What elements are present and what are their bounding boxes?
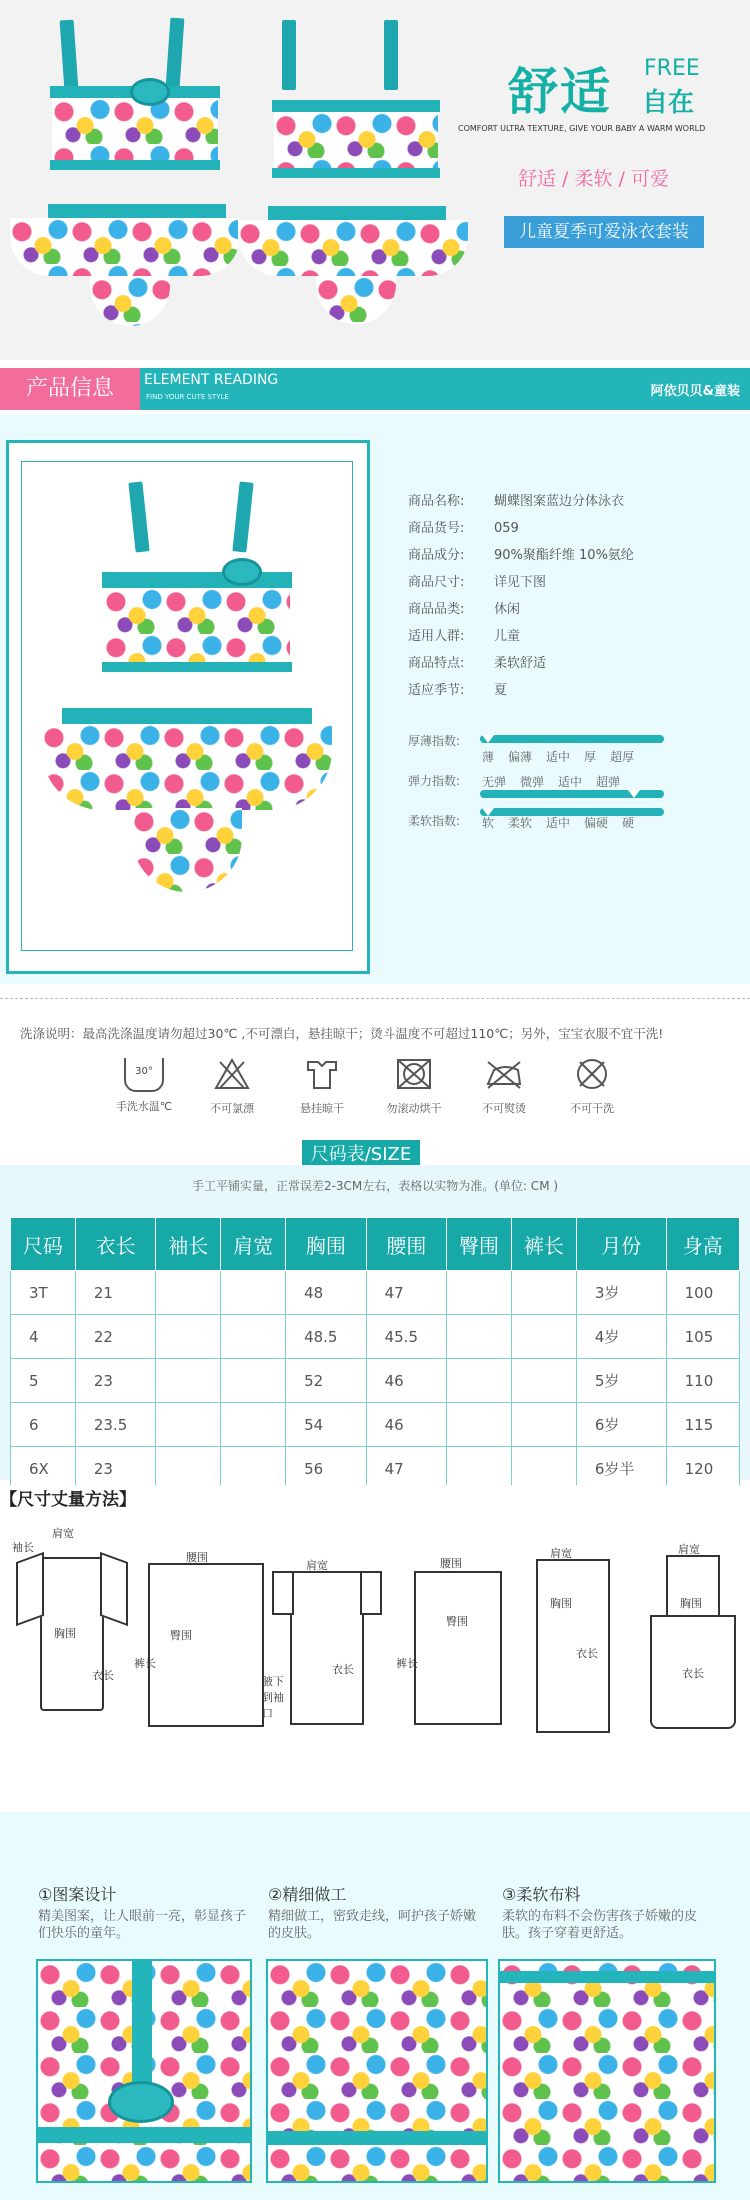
- info-row: 商品特点: 柔软舒适: [408, 656, 547, 671]
- hero-title-zizai: 自在: [642, 88, 695, 118]
- measure-title: 【尺寸丈量方法】: [0, 1490, 136, 1510]
- hero-subtitle: 舒适 / 柔软 / 可爱: [518, 168, 669, 190]
- table-row: 5 23 52 46 5岁 110: [11, 1359, 740, 1403]
- product-label: 儿童夏季可爱泳衣套装: [504, 216, 704, 248]
- thickness-words: 薄 偏薄 适中 厚 超厚: [482, 750, 635, 764]
- size-section: [0, 1165, 750, 1480]
- wash-instruction: 洗涤说明：最高洗涤温度请勿超过30℃ ,不可漂白，悬挂晾干；烫斗温度不可超过110℃；另外，宝宝衣服不宜干洗!: [20, 1026, 664, 1041]
- table-row: 6X 23 56 47 6岁半 120: [11, 1447, 740, 1491]
- elasticity-label: 弹力指数:: [408, 774, 461, 788]
- measure-section: 【尺寸丈量方法】 肩宽 袖长 胸围 衣长 腰围 臀围 裤长 肩宽 腋下到袖口 衣长 腰围 臀围 裤长 肩宽 胸围 衣长 肩宽 胸围 衣长: [0, 1485, 750, 1810]
- feature-image-pattern: [36, 1959, 252, 2183]
- brand-name: 阿依贝贝&童装: [650, 384, 740, 399]
- feature-desc: 精美图案，让人眼前一亮，彰显孩子们快乐的童年。: [38, 1909, 247, 1941]
- size-note: 手工平铺实量，正常误差2-3CM左右，表格以实物为准。(单位: CM ): [191, 1179, 559, 1193]
- info-row: 商品成分: 90%聚酯纤维 10%氨纶: [408, 548, 634, 563]
- section-header-bar: [0, 368, 750, 410]
- feature-image-fabric: [498, 1959, 716, 2183]
- hero-title-main: 舒适: [508, 63, 612, 121]
- swimsuit-image-back: [238, 0, 468, 350]
- element-reading-sub: FIND YOUR CUTE STYLE: [146, 393, 229, 401]
- feature-title: ①图案设计: [38, 1885, 117, 1904]
- info-row: 适用人群: 儿童: [408, 629, 521, 644]
- hero-tagline: COMFORT ULTRA TEXTURE, GIVE YOUR BABY A WARM WORLD: [458, 124, 706, 133]
- thickness-marker: [482, 735, 494, 743]
- softness-label: 柔软指数:: [408, 814, 461, 828]
- info-row: 商品名称: 蝴蝶图案蓝边分体泳衣: [408, 494, 625, 509]
- hero-title-free: FREE: [644, 56, 700, 81]
- thickness-bar: [480, 735, 664, 743]
- info-row: 商品货号: 059: [408, 521, 519, 536]
- table-row: 6 23.5 54 46 6岁 115: [11, 1403, 740, 1447]
- feature-desc: 柔软的布料不会伤害孩子娇嫩的皮肤。孩子穿着更舒适。: [502, 1909, 698, 1941]
- features-section: [0, 1812, 750, 2200]
- product-info-section: [0, 414, 750, 984]
- feature-title: ③柔软布料: [502, 1885, 581, 1904]
- no-dry-clean-icon: 不可干洗: [562, 1058, 622, 1116]
- elasticity-marker: [628, 790, 640, 798]
- size-table: [10, 1217, 740, 1491]
- element-reading: ELEMENT READING: [144, 372, 279, 388]
- no-bleach-icon: 不可氯漂: [202, 1058, 262, 1116]
- no-iron-icon: 不可熨烫: [474, 1058, 534, 1116]
- hero-banner: [0, 0, 750, 360]
- hero-title: [508, 52, 748, 122]
- size-tag: 尺码表/SIZE: [302, 1140, 420, 1170]
- section-tag: 产品信息: [0, 368, 140, 410]
- softness-words: 软 柔软 适中 偏硬 硬: [482, 816, 635, 830]
- table-row: 4 22 48.5 45.5 4岁 105: [11, 1315, 740, 1359]
- thickness-label: 厚薄指数:: [408, 734, 461, 748]
- divider: [0, 998, 750, 999]
- info-row: 适应季节: 夏: [408, 683, 508, 698]
- hang-dry-icon: 悬挂晾干: [292, 1058, 352, 1116]
- info-row: 商品尺寸: 详见下图: [408, 575, 547, 590]
- feature-image-stitching: [266, 1959, 488, 2183]
- table-row: 3T 21 48 47 3岁 100: [11, 1271, 740, 1315]
- hand-wash-icon: 30° 手洗水温℃: [114, 1058, 174, 1114]
- feature-title: ②精细做工: [268, 1885, 347, 1904]
- swimsuit-image-front: [0, 0, 240, 350]
- product-photo-frame: [6, 440, 370, 974]
- feature-desc: 精细做工，密致走线，呵护孩子娇嫩的皮肤。: [268, 1909, 477, 1941]
- size-table-header: 尺码 衣长 袖长 肩宽 胸围 腰围 臀围 裤长 月份 身高: [11, 1218, 740, 1271]
- elasticity-words: 无弹 微弹 适中 超弹: [482, 775, 621, 789]
- info-row: 商品品类: 休闲: [408, 602, 521, 617]
- no-tumble-dry-icon: 勿滚动烘干: [384, 1058, 444, 1116]
